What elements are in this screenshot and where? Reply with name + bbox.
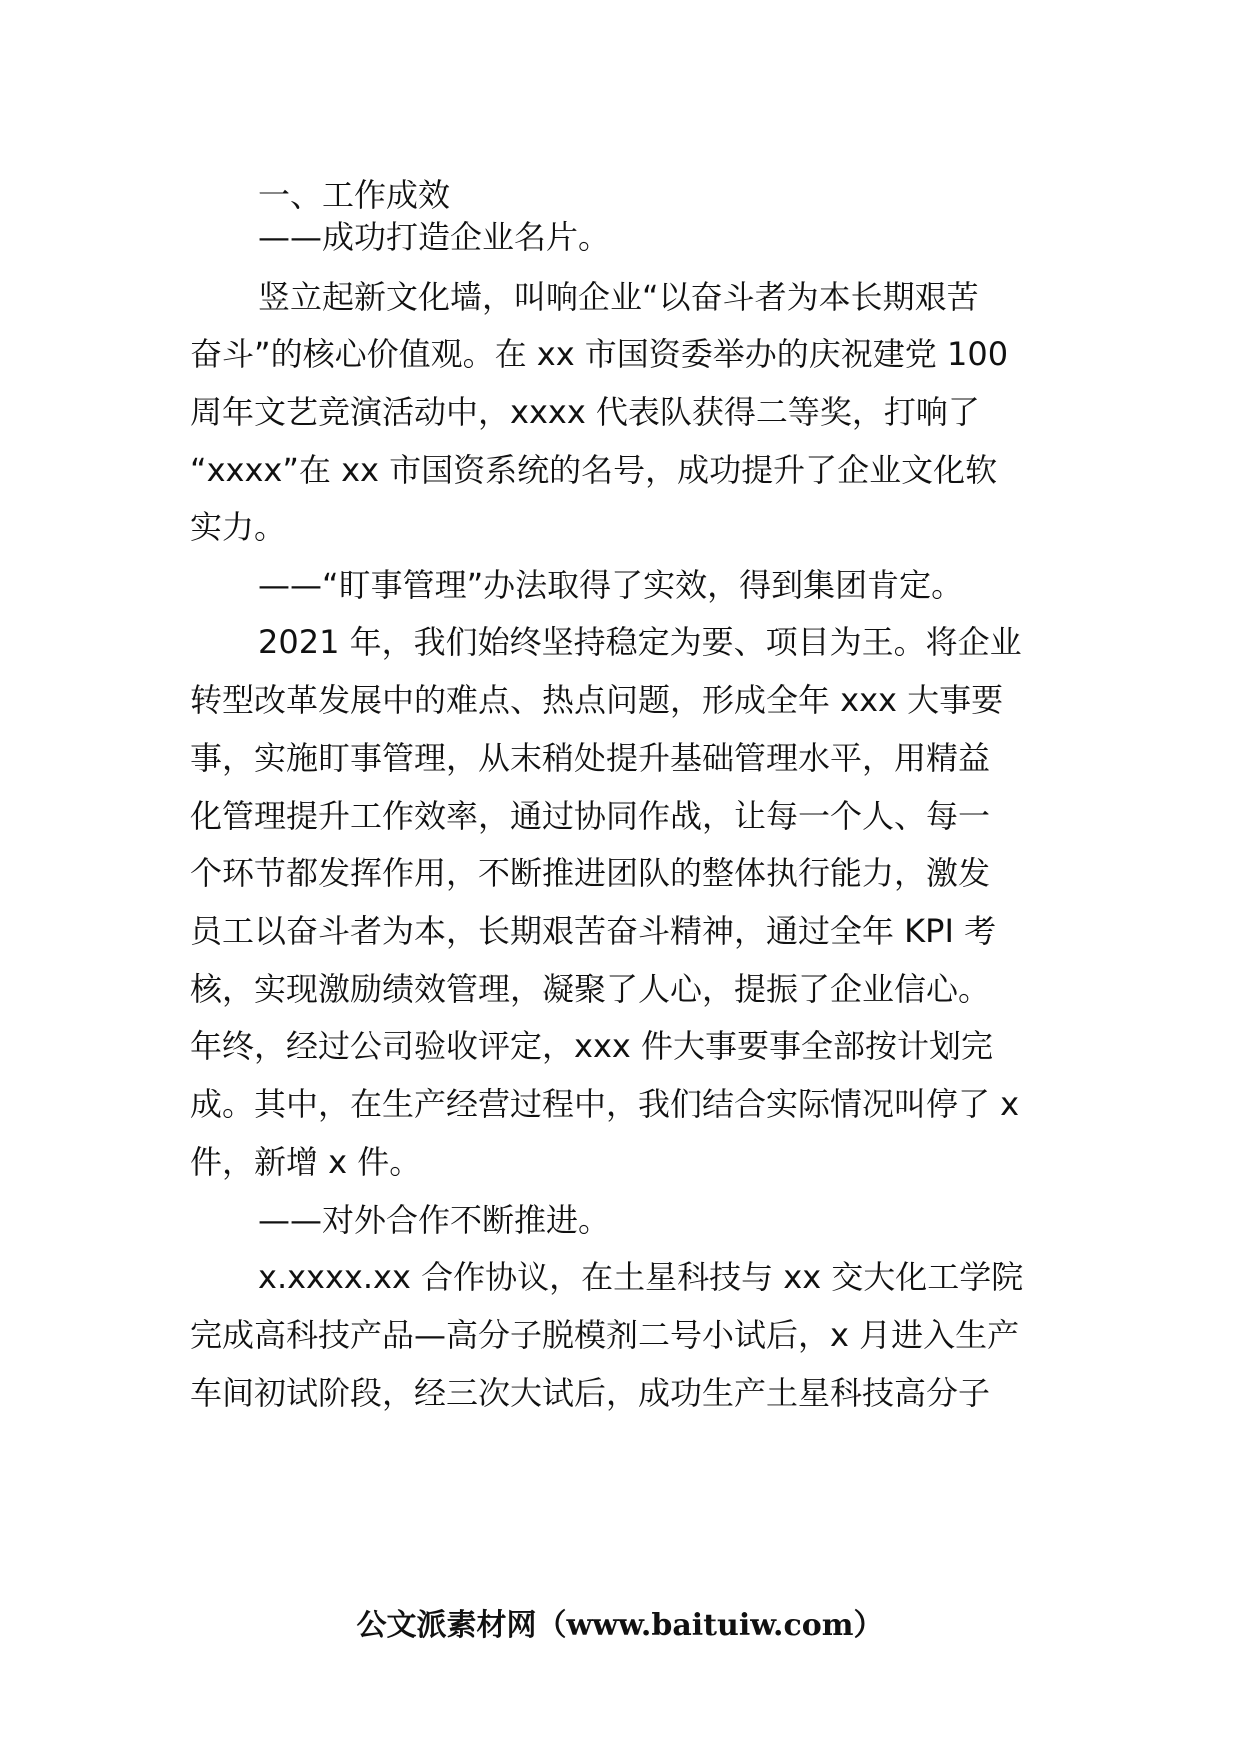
subheading-corporate-card: ——成功打造企业名片。 — [258, 218, 611, 256]
footer-watermark: 公文派素材网（www.baituiw.com） — [356, 1608, 884, 1643]
subheading-external-cooperation: ——对外合作不断推进。 — [258, 1201, 611, 1239]
subheading-task-management: ——“盯事管理”办法取得了实效，得到集团肯定。 — [258, 566, 964, 604]
paragraph-line: x.xxxx.xx 合作协议，在土星科技与 xx 交大化工学院 — [258, 1258, 1024, 1296]
paragraph-line: 年终，经过公司验收评定，xxx 件大事要事全部按计划完 — [190, 1027, 993, 1065]
paragraph-line: 周年文艺竞演活动中，xxxx 代表队获得二等奖，打响了 — [190, 393, 980, 431]
paragraph-line: 员工以奋斗者为本，长期艰苦奋斗精神，通过全年 KPI 考 — [190, 912, 997, 950]
paragraph-line: 件，新增 x 件。 — [190, 1143, 422, 1181]
paragraph-line: 成。其中，在生产经营过程中，我们结合实际情况叫停了 x — [190, 1085, 1020, 1123]
section-heading: 一、工作成效 — [258, 176, 451, 214]
paragraph-line: 车间初试阶段，经三次大试后，成功生产土星科技高分子 — [190, 1374, 991, 1412]
paragraph-line: 竖立起新文化墙，叫响企业“以奋斗者为本长期艰苦 — [258, 278, 979, 316]
paragraph-line: 核，实现激励绩效管理，凝聚了人心，提振了企业信心。 — [190, 970, 991, 1008]
paragraph-line: 事，实施盯事管理，从末稍处提升基础管理水平，用精益 — [190, 739, 991, 777]
paragraph-line: 个环节都发挥作用，不断推进团队的整体执行能力，激发 — [190, 854, 991, 892]
paragraph-line: 转型改革发展中的难点、热点问题，形成全年 xxx 大事要 — [190, 681, 1004, 719]
paragraph-line: 化管理提升工作效率，通过协同作战，让每一个人、每一 — [190, 797, 991, 835]
paragraph-line: “xxxx”在 xx 市国资系统的名号，成功提升了企业文化软 — [190, 451, 998, 489]
paragraph-line: 奋斗”的核心价值观。在 xx 市国资委举办的庆祝建党 100 — [190, 335, 1009, 373]
paragraph-line: 完成高科技产品—高分子脱模剂二号小试后，x 月进入生产 — [190, 1316, 1020, 1354]
paragraph-line: 2021 年，我们始终坚持稳定为要、项目为王。将企业 — [258, 623, 1022, 661]
paragraph-line: 实力。 — [190, 508, 287, 546]
